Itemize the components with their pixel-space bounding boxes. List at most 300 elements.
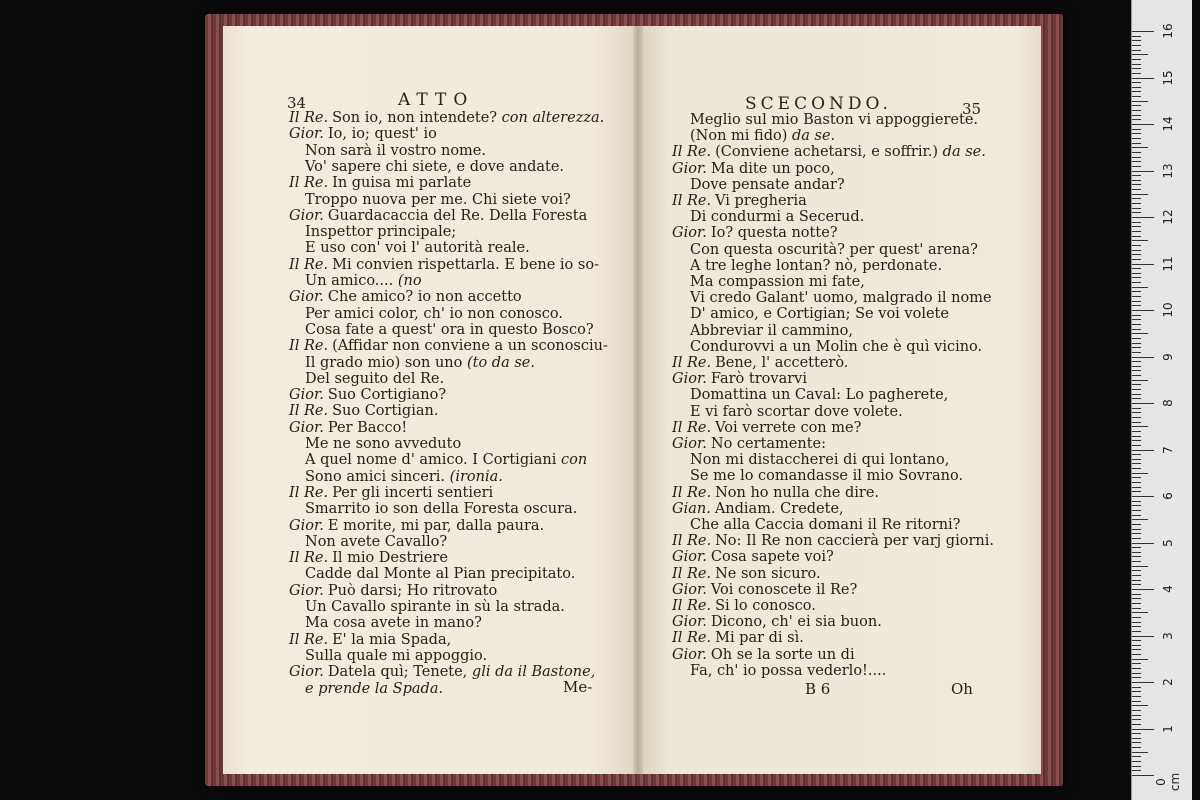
speaker-label: Gior. [289, 126, 324, 143]
ruler-minor-tick [1132, 603, 1141, 604]
ruler-tick [1132, 403, 1154, 404]
ruler-minor-tick [1132, 598, 1141, 599]
text-line [305, 436, 461, 452]
ruler-label: 0 cm [1154, 772, 1182, 792]
text-line [289, 550, 448, 566]
ruler-minor-tick [1132, 505, 1141, 506]
text-line [305, 192, 571, 208]
right-signature: B 6 [805, 680, 831, 698]
text-line [690, 339, 982, 355]
ruler-tick [1132, 264, 1154, 265]
ruler-tick [1132, 496, 1154, 497]
text-line [289, 208, 587, 224]
text-line [305, 306, 563, 322]
ruler-minor-tick [1132, 640, 1141, 641]
ruler-minor-tick [1132, 529, 1141, 530]
ruler-minor-tick [1132, 119, 1141, 120]
ruler-minor-tick [1132, 645, 1141, 646]
ruler-minor-tick [1132, 715, 1141, 716]
ruler-minor-tick [1132, 668, 1141, 669]
text-line [672, 355, 848, 371]
ruler-minor-tick [1132, 329, 1141, 330]
text-line [305, 648, 487, 664]
line-text: Sulla quale mi appoggio. [305, 647, 488, 664]
text-line [289, 664, 595, 680]
ruler-minor-tick [1132, 277, 1141, 278]
ruler-tick [1132, 78, 1154, 79]
text-line [672, 630, 804, 646]
speaker-label: Il Re. [672, 565, 712, 582]
ruler-minor-tick [1132, 45, 1141, 46]
text-line [690, 274, 865, 290]
text-line [690, 404, 903, 420]
text-line [672, 144, 986, 160]
ruler-minor-tick [1132, 166, 1141, 167]
line-text: Ma dite un poco, [710, 160, 835, 177]
ruler-minor-tick [1132, 96, 1141, 97]
line-text: Per amici color, ch' io non conosco. [305, 305, 564, 322]
ruler-minor-tick [1132, 147, 1148, 148]
text-line [672, 420, 861, 436]
ruler-minor-tick [1132, 710, 1141, 711]
speaker-label: Gior. [289, 207, 324, 224]
ruler-minor-tick [1132, 105, 1141, 106]
ruler-minor-tick [1132, 412, 1141, 413]
text-line [690, 452, 949, 468]
speaker-label: Il Re. [289, 110, 329, 126]
line-text: Un Cavallo spirante in sù la strada. [305, 599, 565, 615]
ruler-minor-tick [1132, 696, 1141, 697]
ruler-tick [1132, 775, 1154, 776]
speaker-label: Gior. [672, 436, 707, 452]
speaker-label: Il Re. [672, 193, 712, 209]
speaker-label: Gior. [672, 646, 707, 663]
line-text: Vi credo Galant' uomo, malgrado il nome [690, 290, 992, 307]
ruler-tick [1132, 636, 1154, 637]
stage-direction: (to da se. [462, 354, 535, 371]
ruler-minor-tick [1132, 677, 1141, 678]
speaker-label: Gior. [289, 419, 324, 436]
speaker-label: Gior. [672, 614, 707, 631]
ruler-minor-tick [1132, 240, 1148, 241]
ruler-tick [1132, 310, 1154, 311]
speaker-label: Il Re. [672, 484, 712, 501]
line-text: Mi convien rispettarla. E bene io so- [332, 256, 599, 273]
line-text: E uso con' voi l' autorità reale. [305, 240, 530, 257]
ruler-minor-tick [1132, 738, 1141, 739]
ruler-minor-tick [1132, 524, 1141, 525]
ruler-minor-tick [1132, 101, 1148, 102]
ruler-minor-tick [1132, 245, 1141, 246]
stage-direction: (ironia. [445, 468, 503, 485]
ruler-minor-tick [1132, 366, 1141, 367]
ruler-minor-tick [1132, 487, 1141, 488]
text-line [305, 615, 482, 631]
line-text: E morite, mi par, dalla paura. [327, 517, 545, 534]
ruler-minor-tick [1132, 436, 1141, 437]
line-text: E' la mia Spada, [332, 631, 452, 648]
right-page-number: 35 [962, 100, 982, 118]
text-line [690, 209, 864, 225]
ruler-minor-tick [1132, 431, 1141, 432]
ruler-minor-tick [1132, 533, 1141, 534]
ruler-minor-tick [1132, 347, 1141, 348]
ruler-tick [1132, 729, 1154, 730]
ruler-tick [1132, 450, 1154, 451]
ruler-minor-tick [1132, 180, 1141, 181]
text-line [289, 126, 437, 142]
ruler-minor-tick [1132, 673, 1141, 674]
ruler-minor-tick [1132, 91, 1141, 92]
text-line [672, 549, 834, 565]
ruler-minor-tick [1132, 208, 1141, 209]
ruler-minor-tick [1132, 324, 1141, 325]
ruler-minor-tick [1132, 133, 1141, 134]
ruler-minor-tick [1132, 617, 1141, 618]
line-text: Che alla Caccia domani il Re ritorni? [690, 517, 961, 533]
ruler-minor-tick [1132, 296, 1141, 297]
line-text: Mi par di sì. [715, 630, 804, 647]
left-catchword: Me- [563, 678, 593, 696]
ruler-minor-tick [1132, 538, 1141, 539]
ruler-label: 12 [1161, 209, 1175, 225]
ruler-label: 6 [1161, 492, 1175, 500]
ruler-minor-tick [1132, 184, 1141, 185]
line-text: Per Bacco! [327, 419, 408, 436]
text-line [289, 110, 604, 126]
text-line [672, 193, 807, 209]
text-line [289, 485, 493, 501]
ruler-label: 8 [1161, 399, 1175, 407]
text-line [672, 598, 816, 614]
ruler-minor-tick [1132, 73, 1141, 74]
ruler-tick [1132, 217, 1154, 218]
ruler-minor-tick [1132, 575, 1141, 576]
ruler-minor-tick [1132, 189, 1141, 190]
text-line [672, 436, 826, 452]
line-text: (Non mi fido) [690, 128, 788, 145]
stage-direction: (no [393, 273, 422, 289]
ruler-minor-tick [1132, 161, 1141, 162]
text-line [305, 240, 530, 256]
text-line [305, 501, 577, 517]
ruler-minor-tick [1132, 570, 1141, 571]
ruler-minor-tick [1132, 594, 1141, 595]
speaker-label: Il Re. [672, 419, 712, 436]
ruler-minor-tick [1132, 724, 1141, 725]
line-text: (Conviene achetarsi, e soffrir.) [715, 144, 939, 161]
ruler-tick [1132, 31, 1154, 32]
ruler-minor-tick [1132, 380, 1148, 381]
speaker-label: Gior. [289, 517, 324, 534]
text-line [305, 355, 535, 371]
text-line [672, 225, 838, 241]
stage-direction: da se. [938, 144, 986, 161]
line-text: Vo' sapere chi siete, e dove andate. [305, 158, 565, 175]
ruler-minor-tick [1132, 236, 1141, 237]
ruler-minor-tick [1132, 473, 1148, 474]
ruler-tick [1132, 543, 1154, 544]
ruler-minor-tick [1132, 175, 1141, 176]
ruler-minor-tick [1132, 129, 1141, 130]
ruler-minor-tick [1132, 291, 1141, 292]
text-line [289, 257, 599, 273]
ruler-minor-tick [1132, 384, 1141, 385]
ruler-minor-tick [1132, 649, 1141, 650]
line-text: E vi farò scortar dove volete. [690, 403, 903, 420]
ruler-minor-tick [1132, 426, 1148, 427]
text-line [289, 338, 608, 354]
line-text: Di condurmi a Secerud. [690, 209, 865, 226]
ruler-minor-tick [1132, 654, 1141, 655]
text-line [690, 258, 942, 274]
text-line [289, 403, 438, 419]
text-line [690, 323, 853, 339]
speaker-label: Il Re. [672, 533, 712, 550]
ruler-minor-tick [1132, 608, 1141, 609]
text-line [305, 224, 456, 240]
ruler-minor-tick [1132, 701, 1141, 702]
text-line [672, 533, 994, 549]
line-text: In guisa mi parlate [332, 175, 472, 192]
text-line [672, 161, 835, 177]
ruler-tick [1132, 357, 1154, 358]
line-text: Il grado mio) son uno [305, 354, 463, 371]
line-text: Sono amici sinceri. [305, 468, 446, 485]
ruler-minor-tick [1132, 389, 1141, 390]
ruler-minor-tick [1132, 626, 1141, 627]
text-line [672, 647, 855, 663]
stage-direction: con alterezza. [497, 110, 605, 126]
ruler-minor-tick [1132, 370, 1141, 371]
speaker-label: Il Re. [289, 338, 329, 355]
line-text: Condurovvi a un Molin che è quì vicino. [690, 338, 983, 355]
line-text: Si lo conosco. [715, 598, 816, 614]
speaker-label: Gior. [672, 371, 707, 388]
line-text: Voi conoscete il Re? [710, 581, 858, 598]
ruler-minor-tick [1132, 454, 1141, 455]
ruler-label: 2 [1161, 678, 1175, 686]
ruler-minor-tick [1132, 747, 1141, 748]
text-line [690, 468, 963, 484]
ruler-minor-tick [1132, 705, 1148, 706]
line-text: Io, io; quest' io [327, 126, 437, 143]
line-text: Cosa fate a quest' ora in questo Bosco? [305, 321, 594, 338]
ruler-minor-tick [1132, 417, 1141, 418]
ruler-minor-tick [1132, 761, 1141, 762]
line-text: Inspettor principale; [305, 224, 457, 241]
line-text: Dicono, ch' ei sia buon. [710, 614, 882, 631]
speaker-label: Gior. [289, 387, 324, 404]
ruler-minor-tick [1132, 445, 1141, 446]
ruler-minor-tick [1132, 375, 1141, 376]
stage-direction: gli da il Bastone, [467, 664, 596, 681]
ruler-minor-tick [1132, 459, 1141, 460]
text-line [305, 159, 564, 175]
line-text: Non ho nulla che dire. [715, 484, 880, 501]
line-text: Del seguito del Re. [305, 370, 445, 387]
ruler-minor-tick [1132, 40, 1141, 41]
ruler-label: 5 [1161, 538, 1175, 547]
ruler-minor-tick [1132, 273, 1141, 274]
ruler-minor-tick [1132, 580, 1141, 581]
ruler-minor-tick [1132, 143, 1141, 144]
ruler-minor-tick [1132, 301, 1141, 302]
ruler-minor-tick [1132, 287, 1148, 288]
ruler-minor-tick [1132, 547, 1141, 548]
ruler-minor-tick [1132, 394, 1141, 395]
speaker-label: Il Re. [289, 484, 329, 501]
text-line [690, 306, 949, 322]
text-line [305, 273, 422, 289]
text-line [289, 175, 471, 191]
ruler-minor-tick [1132, 756, 1141, 757]
ruler-minor-tick [1132, 203, 1141, 204]
line-text: Smarrito io son della Foresta oscura. [305, 501, 578, 518]
line-text: Domattina un Caval: Lo pagherete, [690, 387, 949, 404]
line-text: D' amico, e Cortigian; Se voi volete [690, 306, 949, 323]
ruler-minor-tick [1132, 398, 1141, 399]
ruler-minor-tick [1132, 733, 1141, 734]
line-text: Oh se la sorte un di [710, 646, 855, 663]
line-text: Bene, l' accetterò. [715, 355, 849, 371]
text-line [305, 534, 447, 550]
ruler-label: 1 [1161, 724, 1175, 733]
ruler-minor-tick [1132, 468, 1141, 469]
line-text: Andiam. Credete, [714, 500, 844, 517]
ruler-minor-tick [1132, 54, 1148, 55]
line-text: Cosa sapete voi? [710, 549, 834, 566]
ruler-minor-tick [1132, 552, 1141, 553]
speaker-label: Il Re. [672, 355, 712, 371]
ruler-minor-tick [1132, 268, 1141, 269]
stage-direction: e prende la Spada. [305, 680, 444, 697]
line-text: Ma compassion mi fate, [690, 274, 865, 290]
ruler-minor-tick [1132, 194, 1148, 195]
ruler-minor-tick [1132, 250, 1141, 251]
ruler-minor-tick [1132, 222, 1141, 223]
ruler-label: 14 [1161, 116, 1175, 132]
ruler-minor-tick [1132, 770, 1141, 771]
ruler-minor-tick [1132, 440, 1141, 441]
line-text: Guardacaccia del Re. Della Foresta [327, 207, 588, 224]
ruler-minor-tick [1132, 50, 1141, 51]
ruler-minor-tick [1132, 198, 1141, 199]
stage-direction: con [556, 452, 588, 469]
line-text: (Affidar non conviene a un sconosciu- [332, 338, 608, 355]
right-page-header: SCECONDO. [745, 94, 892, 114]
text-line [672, 566, 821, 582]
ruler-minor-tick [1132, 687, 1141, 688]
speaker-label: Il Re. [672, 144, 712, 161]
line-text: Che amico? io non accetto [327, 289, 522, 306]
text-line [289, 518, 544, 534]
line-text: Suo Cortigian. [332, 403, 439, 420]
ruler-minor-tick [1132, 691, 1141, 692]
ruler-minor-tick [1132, 742, 1141, 743]
speaker-label: Il Re. [289, 550, 329, 567]
text-line [672, 582, 857, 598]
ruler-minor-tick [1132, 631, 1141, 632]
ruler-label: 7 [1161, 445, 1175, 454]
speaker-label: Il Re. [289, 256, 329, 273]
ruler-minor-tick [1132, 212, 1141, 213]
ruler-minor-tick [1132, 64, 1141, 65]
line-text: Cadde dal Monte al Pian precipitato. [305, 566, 576, 583]
text-line [289, 289, 522, 305]
ruler-minor-tick [1132, 766, 1141, 767]
ruler-minor-tick [1132, 622, 1141, 623]
speaker-label: Gior. [289, 582, 324, 599]
text-line [305, 322, 594, 338]
ruler-minor-tick [1132, 501, 1141, 502]
line-text: Per gli incerti sentieri [332, 484, 494, 501]
ruler-label: 10 [1161, 302, 1175, 318]
text-line [305, 452, 587, 468]
left-page-header: ATTO [398, 90, 475, 110]
line-text: Non mi distaccherei di qui lontano, [690, 452, 950, 469]
ruler-minor-tick [1132, 231, 1141, 232]
text-line [289, 583, 497, 599]
text-line [672, 614, 882, 630]
text-line [690, 177, 845, 193]
ruler-minor-tick [1132, 59, 1141, 60]
ruler-minor-tick [1132, 138, 1141, 139]
line-text: No: Il Re non caccierà per varj giorni. [715, 533, 994, 550]
ruler-minor-tick [1132, 482, 1141, 483]
speaker-label: Gior. [289, 664, 324, 681]
ruler-minor-tick [1132, 82, 1141, 83]
line-text: Meglio sul mio Baston vi appoggierete. [690, 112, 979, 128]
ruler-label: 16 [1161, 23, 1175, 39]
line-text: A tre leghe lontan? nò, perdonate. [690, 257, 943, 274]
ruler-label: 9 [1161, 352, 1175, 361]
line-text: Non avete Cavallo? [305, 533, 448, 550]
ruler-minor-tick [1132, 352, 1141, 353]
ruler-minor-tick [1132, 663, 1141, 664]
ruler-minor-tick [1132, 515, 1141, 516]
text-line [690, 242, 978, 258]
speaker-label: Gior. [672, 225, 707, 242]
speaker-label: Gior. [672, 160, 707, 177]
ruler-minor-tick [1132, 477, 1141, 478]
line-text: Il mio Destriere [332, 550, 448, 567]
ruler-minor-tick [1132, 491, 1141, 492]
ruler-minor-tick [1132, 333, 1148, 334]
ruler-tick [1132, 682, 1154, 683]
ruler-minor-tick [1132, 319, 1141, 320]
ruler-label: 11 [1161, 255, 1175, 272]
ruler-minor-tick [1132, 36, 1141, 37]
line-text: Ma cosa avete in mano? [305, 615, 482, 632]
ruler-minor-tick [1132, 561, 1141, 562]
line-text: Vi pregheria [715, 193, 807, 209]
ruler-label: 15 [1161, 69, 1175, 86]
ruler-minor-tick [1132, 361, 1141, 362]
line-text: Datela quì; Tenete, [327, 664, 468, 681]
ruler-label: 3 [1161, 631, 1175, 640]
right-catchword: Oh [951, 680, 973, 698]
line-text: Suo Cortigiano? [327, 387, 447, 404]
line-text: Ne son sicuro. [715, 565, 821, 582]
speaker-label: Gian. [672, 500, 711, 517]
ruler-minor-tick [1132, 338, 1141, 339]
text-line [672, 371, 807, 387]
line-text: Voi verrete con me? [715, 419, 862, 436]
line-text: Un amico.... [305, 273, 394, 289]
ruler-minor-tick [1132, 584, 1141, 585]
line-text: Può darsi; Ho ritrovato [327, 582, 498, 599]
